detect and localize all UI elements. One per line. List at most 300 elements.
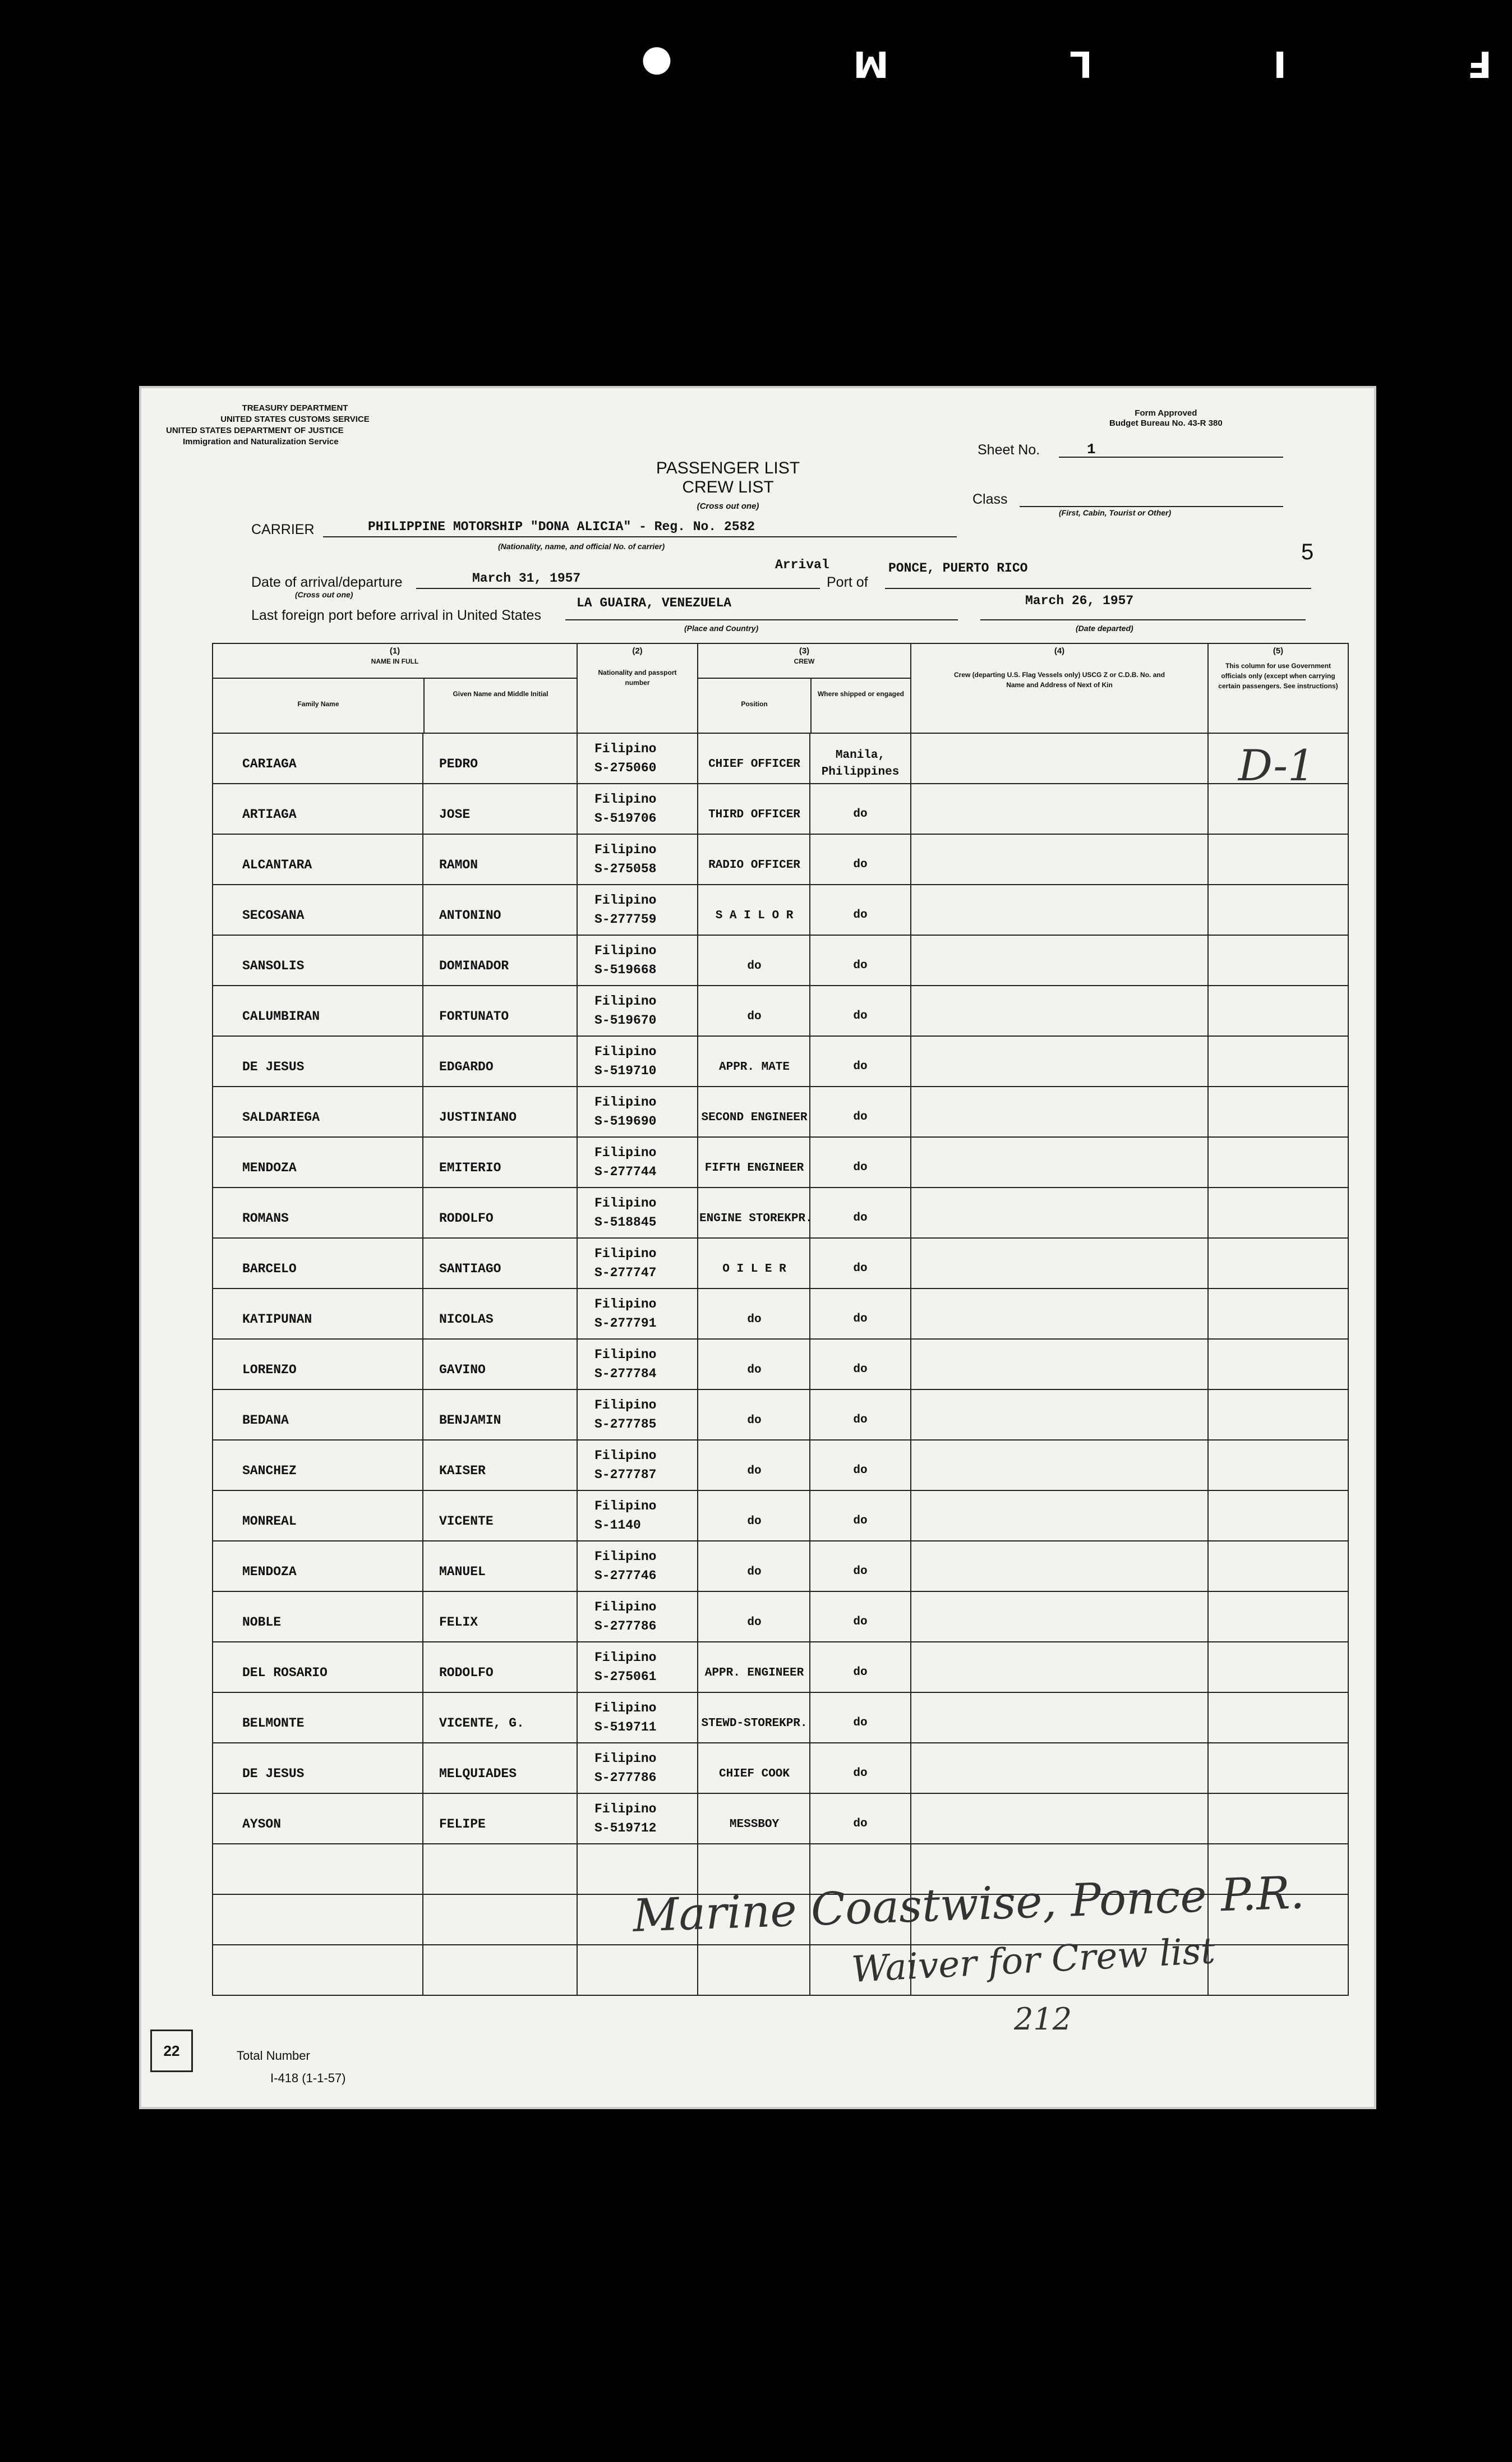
given-name: FORTUNATO [439,1009,509,1024]
family-name-cell [213,733,423,784]
given-name-cell [423,1541,577,1591]
next-of-kin-cell [911,1591,1208,1642]
nationality: Filipino [594,792,657,807]
cross-out-hint: (Cross out one) [697,501,759,511]
passport-number: S-519670 [594,1013,657,1028]
next-of-kin-cell [911,1288,1208,1339]
passport-number: S-277746 [594,1568,657,1583]
where-shipped-cell [810,1591,911,1642]
where-shipped-cell [810,1692,911,1743]
where-shipped: do [853,959,868,972]
family-name: ARTIAGA [242,807,297,822]
nationality: Filipino [594,1297,657,1311]
nationality-cell [577,885,698,935]
position: CHIEF COOK [718,1767,790,1780]
where-shipped-cell [810,1238,911,1288]
col2-title: Nationality and passport number [598,669,677,687]
given-name-cell [423,1339,577,1389]
where-shipped-cell [810,1339,911,1389]
position: THIRD OFFICER [708,808,800,821]
given-name-cell [423,1642,577,1692]
position-cell [698,1440,810,1490]
position: STEWD-STOREKPR. [701,1717,808,1730]
col1-number: (1) [389,646,400,656]
given-name: RODOLFO [439,1665,494,1680]
nationality: Filipino [594,893,657,908]
position-cell [698,1490,810,1541]
position: O I L E R [722,1262,786,1276]
given-name: RODOLFO [439,1211,494,1226]
where-shipped-cell [810,986,911,1036]
government-use-cell [1208,1440,1348,1490]
passport-number: S-277787 [594,1467,657,1482]
government-use-cell [1208,986,1348,1036]
next-of-kin-cell [911,1692,1208,1743]
place-hint: (Place and Country) [684,624,759,633]
passport-number: S-275061 [594,1669,657,1684]
where-shipped-cell [810,1389,911,1440]
where-shipped: do [853,808,868,821]
passenger-list-title: PASSENGER LIST [656,459,800,477]
given-name: ANTONINO [439,908,501,923]
position-cell [698,1692,810,1743]
family-name: SANSOLIS [242,959,305,973]
empty-cell [213,1894,423,1945]
next-of-kin-cell [911,1642,1208,1692]
passport-number: S-277759 [594,912,657,927]
given-name-cell [423,1389,577,1440]
table-row [213,1591,1348,1642]
where-shipped: do [853,1565,868,1578]
where-shipped-cell [810,1743,911,1793]
given-name-cell [423,1188,577,1238]
empty-cell [423,1894,577,1945]
arrival-cross-hint: (Cross out one) [295,590,353,599]
nationality: Filipino [594,1701,657,1715]
where-shipped-cell [810,1440,911,1490]
nationality-cell [577,1137,698,1188]
handwritten-note-coastwise: Marine Coastwise, Ponce P.R. [631,1866,1306,1942]
nationality-cell [577,1389,698,1440]
list-title [605,459,851,516]
family-name: AYSON [242,1817,282,1831]
position-cell [698,1591,810,1642]
given-name-cell [423,834,577,885]
passport-number: S-519710 [594,1064,657,1078]
nationality-cell [577,1591,698,1642]
family-name: CARIAGA [242,757,297,771]
position-cell [698,1541,810,1591]
next-of-kin-cell [911,784,1208,834]
position: do [747,1363,762,1377]
family-name-header: Family Name [213,679,425,733]
family-name-cell [213,1137,423,1188]
next-of-kin-cell [911,1793,1208,1844]
table-row [213,885,1348,935]
class-label: Class [972,491,1008,507]
position: do [747,1464,762,1478]
empty-cell [577,1844,698,1894]
next-of-kin-cell [911,1036,1208,1087]
next-of-kin-cell [911,986,1208,1036]
crew-header [698,643,911,733]
family-name-cell [213,1288,423,1339]
nationality: Filipino [594,1448,657,1463]
where-shipped: do [853,1111,868,1124]
nationality: Filipino [594,843,657,857]
position: FIFTH ENGINEER [704,1161,804,1175]
where-shipped-cell [810,1642,911,1692]
form-approved-label: Form Approved [1135,408,1197,418]
government-use-cell [1208,1591,1348,1642]
where-shipped-cell [810,1188,911,1238]
where-shipped-cell [810,784,911,834]
passport-number: S-277785 [594,1417,657,1432]
arrival-date-line [416,571,820,589]
government-use-cell [1208,1288,1348,1339]
where-shipped: do [853,1767,868,1780]
position: do [747,1616,762,1629]
family-name: MENDOZA [242,1161,297,1175]
next-of-kin-cell [911,1339,1208,1389]
where-shipped-cell [810,1137,911,1188]
given-name: MELQUIADES [439,1766,517,1781]
position: SECOND ENGINEER [701,1111,808,1124]
treasury-label: TREASURY DEPARTMENT [242,403,348,413]
family-name: LORENZO [242,1363,297,1377]
passport-number: S-519711 [594,1720,657,1734]
government-use-cell [1208,1642,1348,1692]
table-row [213,784,1348,834]
position: APPR. MATE [718,1060,790,1074]
position-cell [698,1389,810,1440]
position: CHIEF OFFICER [708,757,800,771]
family-name: NOBLE [242,1615,282,1630]
family-name-cell [213,1743,423,1793]
next-of-kin-cell [911,1137,1208,1188]
position: do [747,959,762,973]
where-shipped: do [853,1666,868,1679]
position: do [747,1414,762,1427]
col3-title: CREW [794,657,815,665]
next-of-kin-cell [911,1188,1208,1238]
empty-cell [698,1945,810,1995]
carrier-hint: (Nationality, name, and official No. of carrier) [498,542,665,551]
given-name: GAVINO [439,1363,486,1377]
col4-title: Crew (departing U.S. Flag Vessels only) USCG Z or C.D.B. No. and Name and Address of Next of Kin [953,671,1165,689]
budget-label: Budget Bureau No. 43-R 380 [1109,418,1223,428]
where-shipped: do [853,1817,868,1830]
nationality-cell [577,1036,698,1087]
government-use-cell [1208,784,1348,834]
given-name-cell [423,1036,577,1087]
nationality: Filipino [594,1044,657,1059]
col5-number: (5) [1273,646,1284,656]
where-shipped-cell [810,885,911,935]
family-name-cell [213,1692,423,1743]
position-cell [698,784,810,834]
government-use-cell [1208,1036,1348,1087]
position-cell [698,834,810,885]
given-name-cell [423,1440,577,1490]
table-row [213,935,1348,986]
where-shipped-cell [810,1793,911,1844]
col5-title: This column for use Government officials only (except when carrying certain passengers. See instructions) [1218,662,1338,690]
total-number-label: Total Number [237,2049,310,2063]
nationality: Filipino [594,742,657,756]
where-shipped-cell [810,1036,911,1087]
position: do [747,1010,762,1023]
family-name-cell [213,935,423,986]
position-cell [698,1188,813,1238]
family-name-cell [213,1339,423,1389]
next-of-kin-cell [911,1541,1208,1591]
nationality: Filipino [594,1802,657,1816]
where-shipped-cell [810,1541,911,1591]
position-cell [698,1642,810,1692]
given-name-header: Given Name and Middle Initial [453,690,548,698]
family-name: DEL ROSARIO [242,1665,328,1680]
empty-cell [213,1844,423,1894]
nationality-cell [577,935,698,986]
table-row [213,1793,1348,1844]
where-shipped: do [853,1363,868,1376]
arrival-date-value: March 31, 1957 [472,571,581,586]
next-of-kin-header [911,643,1208,733]
family-name: ROMANS [242,1211,289,1226]
family-name-cell [213,986,423,1036]
nationality-cell [577,1541,698,1591]
family-name-cell [213,784,423,834]
family-name-cell [213,1036,423,1087]
table-row [213,1238,1348,1288]
given-name: VICENTE [439,1514,494,1529]
position: do [747,1515,762,1528]
given-name: PEDRO [439,757,478,771]
arrival-label: Date of arrival/departure [251,574,403,590]
col1-title: NAME IN FULL [371,657,419,665]
ins-label: Immigration and Naturalization Service [183,437,339,447]
crew-table [212,643,1349,1996]
family-name-cell [213,1440,423,1490]
family-name: KATIPUNAN [242,1312,312,1327]
nationality: Filipino [594,944,657,958]
next-of-kin-cell [911,935,1208,986]
government-use-cell [1208,1743,1348,1793]
government-use-cell [1208,1541,1348,1591]
nationality-cell [577,1490,698,1541]
passport-number: S-275060 [594,761,657,775]
empty-cell [577,1945,698,1995]
given-name: EMITERIO [439,1161,501,1175]
position-header: Position [698,679,812,733]
government-use-cell [1208,1389,1348,1440]
next-of-kin-cell [911,1389,1208,1440]
sheet-no-value: 1 [1087,441,1096,458]
table-row [213,1642,1348,1692]
government-use-cell [1208,935,1348,986]
position-cell [698,1137,810,1188]
nationality: Filipino [594,1650,657,1665]
given-name: FELIPE [439,1817,486,1831]
film-strip-marker: F I L M ● [557,43,1492,84]
family-name-cell [213,1642,423,1692]
nationality-cell [577,1440,698,1490]
form-approval [1109,408,1223,429]
next-of-kin-cell [911,733,1208,784]
passport-number: S-277784 [594,1366,657,1381]
where-shipped: do [853,1414,868,1426]
class-hint: (First, Cabin, Tourist or Other) [1059,508,1172,517]
nationality: Filipino [594,1751,657,1766]
given-name-cell [423,1087,577,1137]
where-shipped-cell [810,935,911,986]
carrier-value: PHILIPPINE MOTORSHIP "DONA ALICIA" - Reg. No. 2582 [368,519,755,534]
where-shipped: do [853,1616,868,1628]
agency-header [166,403,424,448]
family-name: DE JESUS [242,1060,305,1074]
where-shipped-header: Where shipped or engaged [817,690,905,698]
given-name: MANUEL [439,1564,486,1579]
next-of-kin-cell [911,1238,1208,1288]
family-name-cell [213,1490,423,1541]
nationality-cell [577,784,698,834]
position-cell [698,1087,810,1137]
nationality-cell [577,1087,698,1137]
position: RADIO OFFICER [708,858,800,872]
nationality: Filipino [594,1196,657,1211]
position-cell [698,1793,810,1844]
family-name: MONREAL [242,1514,297,1529]
nationality: Filipino [594,1398,657,1412]
nationality: Filipino [594,1347,657,1362]
given-name: VICENTE, G. [439,1716,524,1731]
given-name: JOSE [439,807,471,822]
family-name-cell [213,1541,423,1591]
given-name-cell [423,1692,577,1743]
family-name-cell [213,885,423,935]
position-cell [698,1238,810,1288]
where-shipped: do [853,909,868,922]
table-row [213,1692,1348,1743]
next-of-kin-cell [911,1743,1208,1793]
empty-cell [213,1945,423,1995]
given-name-cell [423,1743,577,1793]
passport-number: S-519712 [594,1821,657,1835]
table-row [213,1490,1348,1541]
position: S A I L O R [715,909,794,922]
nationality: Filipino [594,1246,657,1261]
where-shipped: do [853,858,868,871]
where-shipped: do [853,1060,868,1073]
port-label: Port of [827,574,868,590]
nationality-cell [577,1793,698,1844]
family-name: BEDANA [242,1413,289,1428]
table-row [213,1389,1348,1440]
where-shipped: do [853,1464,868,1477]
family-name: SALDARIEGA [242,1110,320,1125]
given-name: BENJAMIN [439,1413,501,1428]
passport-number: S-277744 [594,1165,657,1179]
empty-cell [1208,1945,1348,1995]
nationality: Filipino [594,1600,657,1614]
nationality-cell [577,1642,698,1692]
given-name-cell [423,784,577,834]
table-row [213,1440,1348,1490]
where-shipped: do [853,1515,868,1527]
government-use-cell [1208,885,1348,935]
family-name-cell [213,1188,423,1238]
page-mark: 5 [1301,540,1314,564]
position-cell [698,1288,810,1339]
given-name-cell [423,1238,577,1288]
government-use-header [1208,643,1348,733]
family-name: MENDOZA [242,1564,297,1579]
family-name: BARCELO [242,1262,297,1276]
position-cell [698,1743,810,1793]
handwritten-initials: D-1 [1238,740,1315,790]
family-name: SECOSANA [242,908,305,923]
nationality: Filipino [594,1095,657,1110]
family-name: BELMONTE [242,1716,305,1731]
port-kind: Arrival [775,558,829,572]
next-of-kin-cell [911,1087,1208,1137]
family-name: DE JESUS [242,1766,305,1781]
given-name: JUSTINIANO [439,1110,517,1125]
last-port-label: Last foreign port before arrival in United States [251,608,541,623]
next-of-kin-cell [911,1440,1208,1490]
government-use-cell [1208,1087,1348,1137]
table-row [213,1288,1348,1339]
sheet-no-label: Sheet No. [978,442,1040,458]
position: ENGINE STOREKPR. [699,1212,813,1225]
position: do [747,1313,762,1326]
nationality-header [577,643,698,733]
passport-number: S-518845 [594,1215,657,1230]
where-shipped-cell [810,834,911,885]
nationality: Filipino [594,1145,657,1160]
nationality: Filipino [594,1499,657,1513]
government-use-cell [1208,1238,1348,1288]
where-shipped: do [853,1010,868,1023]
position: do [747,1565,762,1579]
next-of-kin-cell [911,834,1208,885]
table-row [213,1541,1348,1591]
table-row [213,986,1348,1036]
given-name: KAISER [439,1464,486,1478]
government-use-cell [1208,1137,1348,1188]
position-cell [698,885,810,935]
nationality-cell [577,733,698,784]
table-row [213,1087,1348,1137]
nationality-cell [577,1692,698,1743]
family-name: ALCANTARA [242,858,312,872]
position-cell [698,986,810,1036]
given-name: FELIX [439,1615,478,1630]
given-name-cell [423,1490,577,1541]
table-row [213,834,1348,885]
nationality-cell [577,1288,698,1339]
given-name-cell [423,1591,577,1642]
table-row [213,1137,1348,1188]
crew-list-title: CREW LIST [682,478,774,496]
government-use-cell [1208,1490,1348,1541]
passport-number: S-275058 [594,862,657,876]
position-cell [698,1036,810,1087]
col2-number: (2) [632,646,643,656]
given-name-cell [423,885,577,935]
sheet-no-line [1059,441,1283,458]
